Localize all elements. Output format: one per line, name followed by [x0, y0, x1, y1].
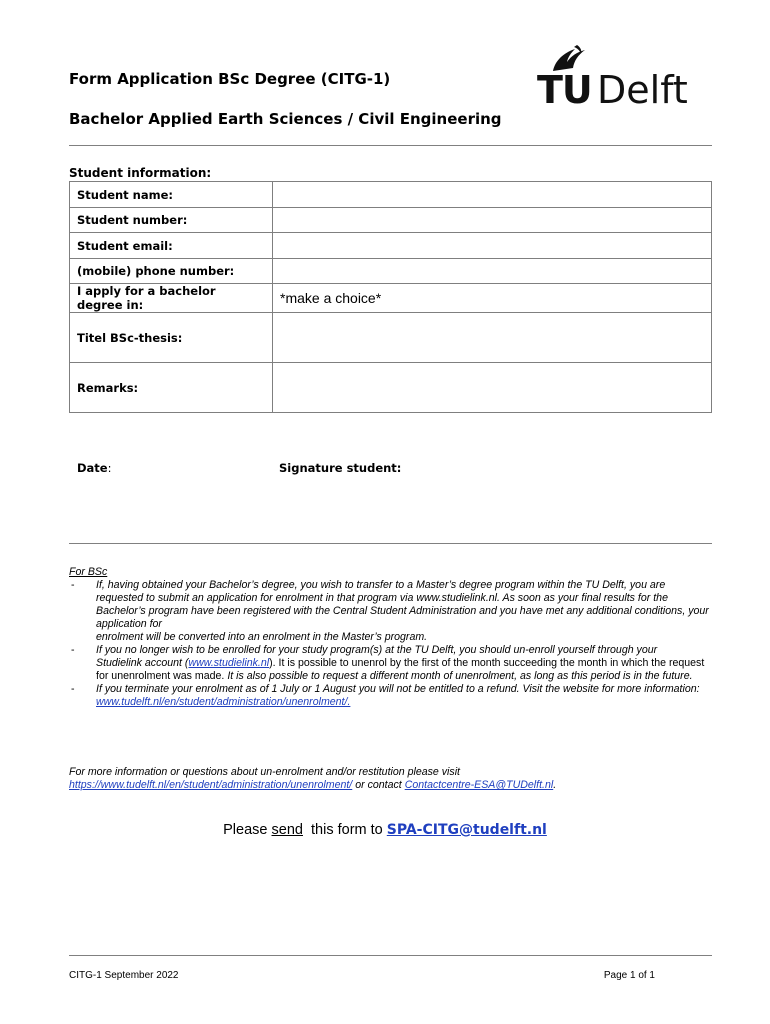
more-info-mid: or contact	[355, 779, 402, 791]
date-label-text: Date	[77, 461, 108, 475]
student-info-heading: Student information:	[69, 166, 212, 180]
thesis-title-field[interactable]	[273, 313, 712, 363]
note-item: - If, having obtained your Bachelor’s degree, you wish to transfer to a Master’s degree program within the TU Delft, you are requested to submit an application for enrolment in that program via www.studielink.nl. As soon as your final results for the Bachelor’s program have been registered with the Central Student Administration and you have met any additional conditions, your application for enrolment will be converted into an enrolment in the Master’s program.	[71, 579, 709, 643]
send-pre: Please	[223, 822, 268, 838]
header-divider	[69, 145, 712, 146]
send-mid: this form to	[311, 822, 383, 838]
send-word: send	[271, 822, 303, 838]
student-email-field[interactable]	[273, 233, 712, 259]
form-subtitle: Bachelor Applied Earth Sciences / Civil Engineering	[69, 110, 502, 128]
note-2-text-a: If you no longer wish to be enrolled for your study program(s) at the TU Delft, you should un-enroll yourself through your	[96, 644, 658, 656]
table-row	[70, 284, 712, 313]
spa-citg-email-link[interactable]: SPA-CITG@tudelft.nl	[386, 822, 547, 838]
student-number-field[interactable]	[273, 208, 712, 233]
table-row	[70, 313, 712, 363]
note-1-cont: enrolment will be converted into an enrolment in the Master’s program.	[96, 631, 428, 643]
field-label-email: Student email:	[70, 233, 273, 259]
field-label-number: Student number:	[70, 208, 273, 233]
field-label-phone: (mobile) phone number:	[70, 259, 273, 284]
tu-delft-logo	[537, 44, 707, 112]
send-instruction	[0, 822, 770, 838]
contactcentre-email-link[interactable]: Contactcentre-ESA@TUDelft.nl	[404, 779, 554, 791]
field-label-thesis: Titel BSc-thesis:	[70, 313, 273, 363]
field-label-degree: I apply for a bachelor degree in:	[70, 284, 273, 313]
note-2-text-c: ). It is possible to unenrol by the first of the month succeeding the month in which the request for unenrolment was made.	[96, 657, 705, 682]
more-info-end: .	[553, 779, 557, 791]
date-label	[77, 461, 111, 475]
more-info	[69, 766, 712, 792]
note-item: - If you no longer wish to be enrolled for your study program(s) at the TU Delft, you should un-enroll yourself through your Studielink account (www.studielink.nl). It is possible to unenrol by the first of the month succeeding the month in which the request for unenrolment was made. It is also possible to request a different month of unenrolment, as long as this period is in the future.	[71, 644, 705, 682]
student-info-table	[69, 181, 712, 413]
footer-divider	[69, 955, 712, 956]
unenrolment-link[interactable]: www.tudelft.nl/en/student/administration/unenrolment/.	[96, 696, 351, 708]
table-row	[70, 208, 712, 233]
note-3-text: If you terminate your enrolment as of 1 July or 1 August you will not be entitled to a refund. Visit the website for more information:	[96, 683, 700, 695]
note-1-text: If, having obtained your Bachelor’s degree, you wish to transfer to a Master’s degree program within the TU Delft, you are requested to submit an application for enrolment in that program via www.studielink.nl. As soon as your final results for the Bachelor’s program have been registered with the Central Student Administration and you have met any additional conditions, your application for	[96, 579, 709, 630]
table-row	[70, 363, 712, 413]
notes-heading: For BSc	[69, 566, 108, 578]
phone-number-field[interactable]	[273, 259, 712, 284]
field-label-remarks: Remarks:	[70, 363, 273, 413]
table-row	[70, 259, 712, 284]
footer-form-id: CITG-1 September 2022	[69, 970, 179, 981]
signature-label: Signature student:	[279, 461, 402, 475]
date-label-colon: :	[107, 461, 112, 475]
logo-delft: Delft	[597, 68, 688, 112]
more-info-text: For more information or questions about un-enrolment and/or restitution please visit	[69, 766, 460, 778]
logo-tu: TU	[537, 68, 592, 112]
table-row	[70, 182, 712, 208]
form-title: Form Application BSc Degree (CITG-1)	[69, 70, 391, 88]
note-2-text-b: Studielink account (	[96, 657, 189, 669]
bsc-notes	[69, 566, 712, 709]
table-row	[70, 233, 712, 259]
studielink-link[interactable]: www.studielink.nl	[188, 657, 270, 669]
degree-choice-dropdown[interactable]: *make a choice*	[273, 284, 712, 313]
more-info-link[interactable]: https://www.tudelft.nl/en/student/administration/unenrolment/	[69, 779, 353, 791]
signature-divider	[69, 543, 712, 544]
remarks-field[interactable]	[273, 363, 712, 413]
field-label-name: Student name:	[70, 182, 273, 208]
footer-page-number: Page 1 of 1	[603, 970, 655, 981]
student-name-field[interactable]	[273, 182, 712, 208]
note-2-text-d: It is also possible to request a different month of unenrolment, as long as this period is in the future.	[227, 670, 693, 682]
note-item: - If you terminate your enrolment as of 1 July or 1 August you will not be entitled to a refund. Visit the website for more information: www.tudelft.nl/en/student/administration/unenrolment/.	[71, 683, 700, 708]
